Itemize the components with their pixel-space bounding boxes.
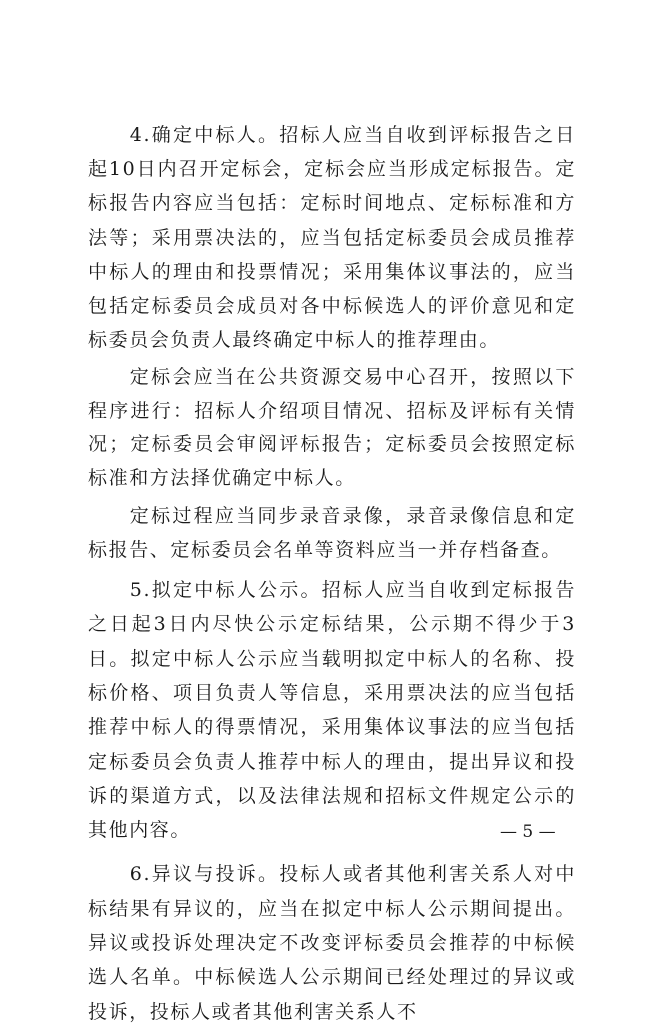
page-number: — 5 — (500, 822, 556, 842)
paragraph-bid-decision-meeting: 定标会应当在公共资源交易中心召开，按照以下程序进行：招标人介绍项目情况、招标及评标有关情况；定标委员会审阅评标报告；定标委员会按照定标标准和方法择优确定中标人。 (88, 366, 576, 489)
body-text (88, 118, 576, 1029)
paragraph-confirm-winning-bidder: 4.确定中标人。招标人应当自收到评标报告之日起10日内召开定标会，定标会应当形成定标报告。定标报告内容应当包括：定标时间地点、定标标准和方法等；采用票决法的，应当包括定标委员会成员推荐中标人的理由和投票情况；采用集体议事法的，应当包括定标委员会成员对各中标候选人的评价意见和定标委员会负责人最终确定中标人的推荐理由。 (88, 124, 576, 352)
paragraph-winner-publicity: 5.拟定中标人公示。招标人应当自收到定标报告之日起3日内尽快公示定标结果，公示期不得少于3日。拟定中标人公示应当载明拟定中标人的名称、投标价格、项目负责人等信息，采用票决法的应当包括推荐中标人的得票情况，采用集体议事法的应当包括定标委员会负责人推荐中标人的理由，提出异议和投诉的渠道方式，以及法律法规和招标文件规定公示的其他内容。 (88, 579, 576, 842)
paragraph-recording-archive: 定标过程应当同步录音录像，录音录像信息和定标报告、定标委员会名单等资料应当一并存档备查。 (88, 505, 576, 562)
paragraph-objection-complaint: 6.异议与投诉。投标人或者其他利害关系人对中标结果有异议的，应当在拟定中标人公示期间提出。异议或投诉处理决定不改变评标委员会推荐的中标候选人名单。中标候选人公示期间已经处理过的异议或投诉，投标人或者其他利害关系人不 (88, 863, 576, 1023)
